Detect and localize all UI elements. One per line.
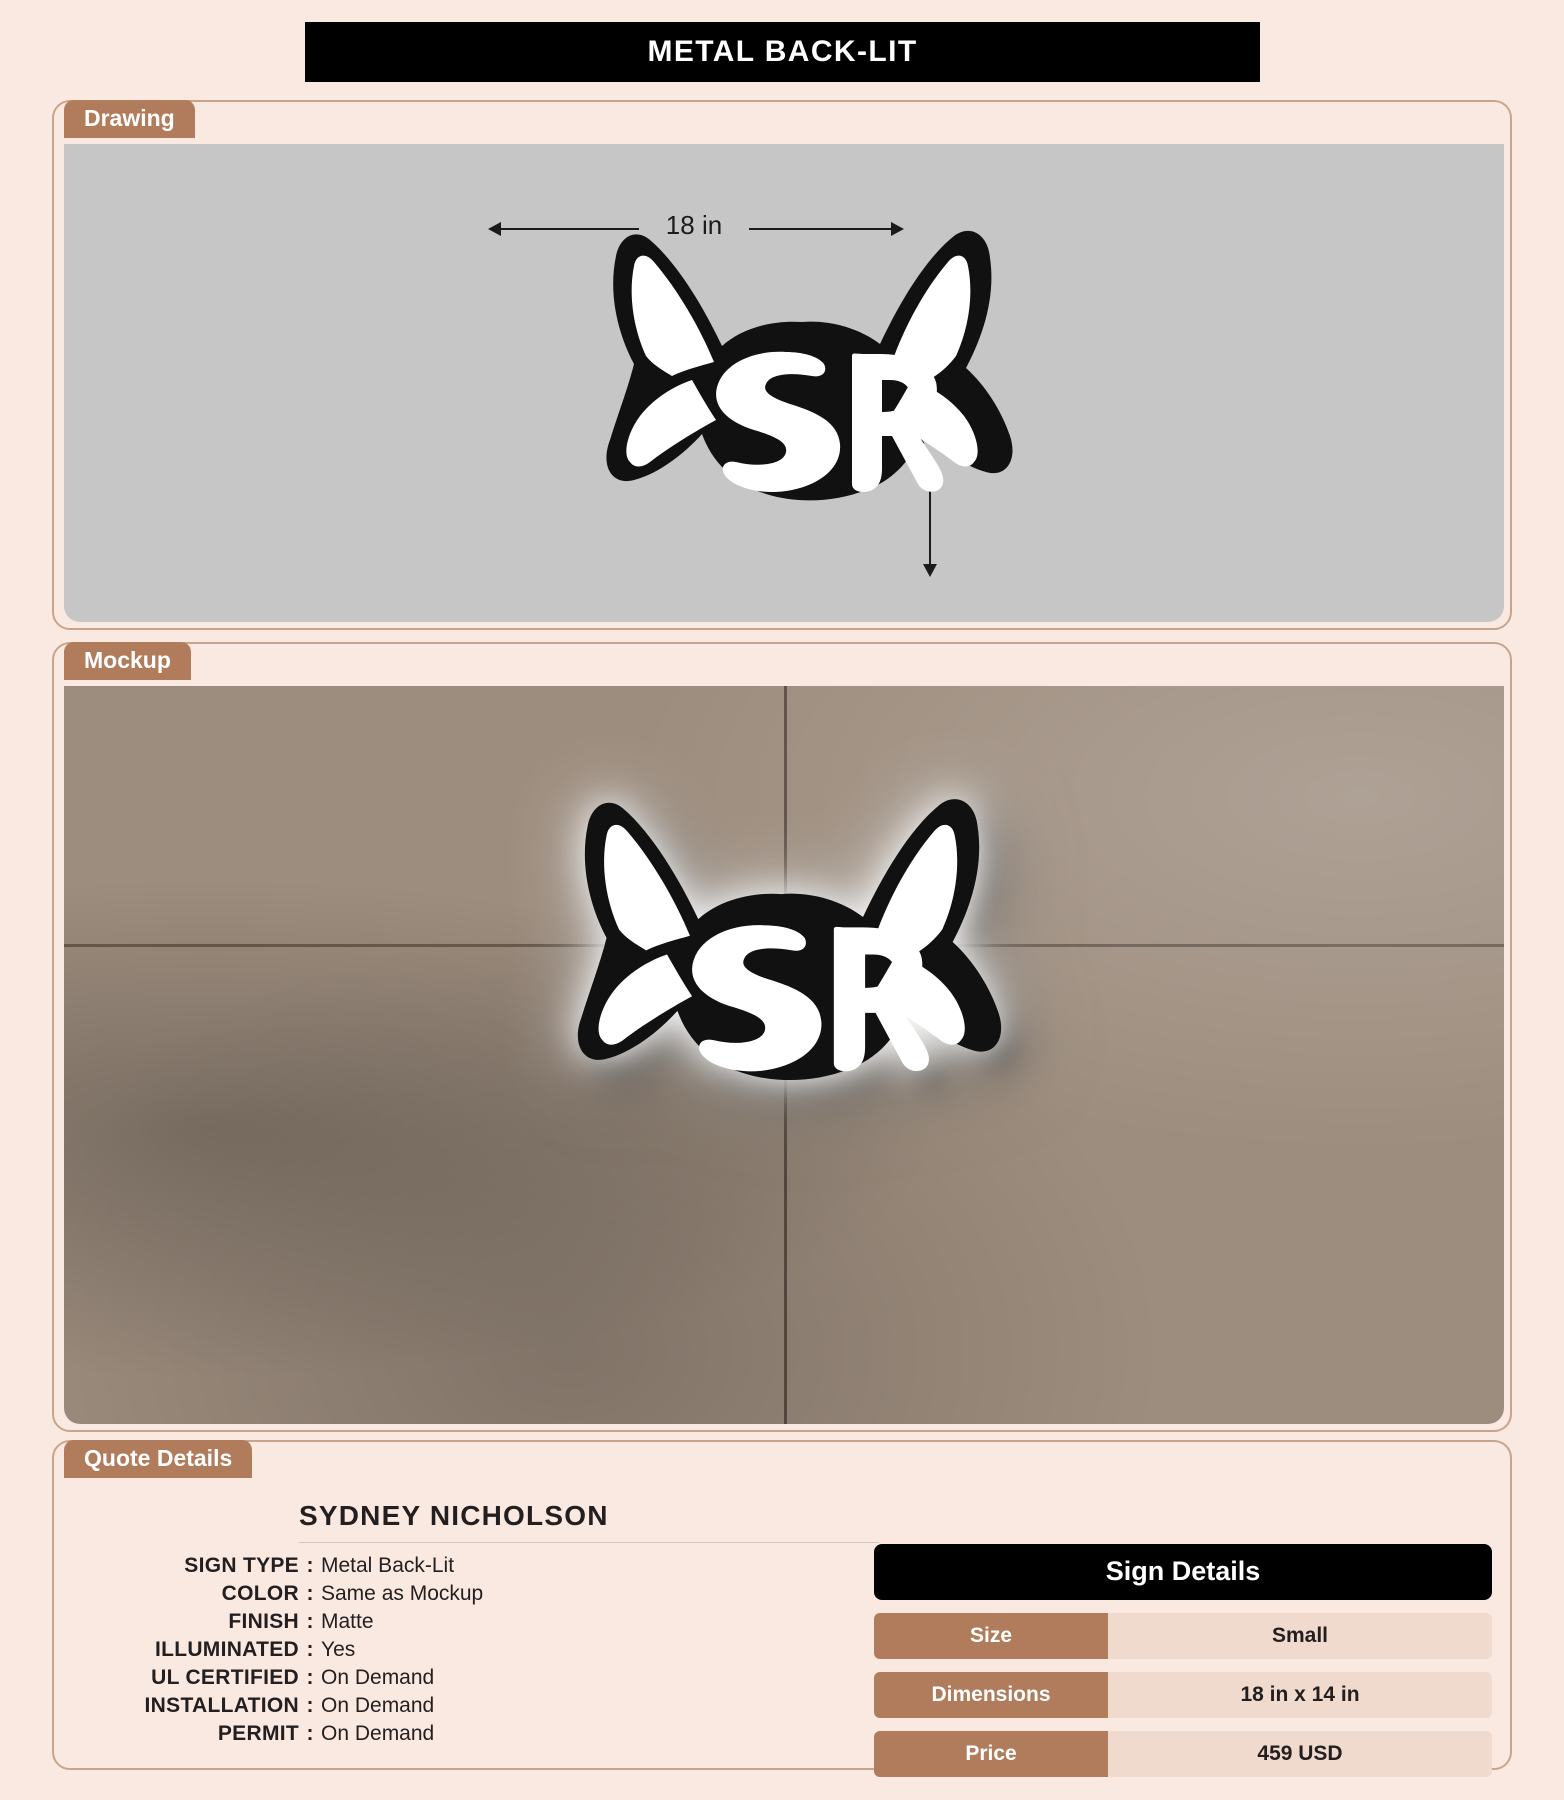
- spec-value: Same as Mockup: [321, 1582, 484, 1605]
- spec-key: SIGN TYPE: [184, 1554, 299, 1577]
- quote-details-tab-label: Quote Details: [64, 1440, 252, 1478]
- spec-key: COLOR: [221, 1582, 299, 1605]
- sign-details-value: Small: [1108, 1613, 1492, 1659]
- spec-key: PERMIT: [217, 1722, 299, 1745]
- sign-details-value: 459 USD: [1108, 1731, 1492, 1777]
- table-row: [874, 1613, 1492, 1659]
- table-row: [874, 1672, 1492, 1718]
- spec-separator: :: [306, 1666, 314, 1689]
- sr-logo-mockup: [544, 766, 1034, 1166]
- spec-row: [124, 1582, 824, 1610]
- spec-value: Metal Back-Lit: [321, 1554, 455, 1577]
- sign-details-label: Price: [874, 1731, 1108, 1777]
- spec-row: [124, 1694, 824, 1722]
- sign-details-title: Sign Details: [874, 1544, 1492, 1600]
- drawing-panel: [52, 100, 1512, 630]
- spec-separator: :: [306, 1722, 314, 1745]
- spec-row: [124, 1610, 824, 1638]
- sign-details-value: 18 in x 14 in: [1108, 1672, 1492, 1718]
- quote-details-panel: [52, 1440, 1512, 1770]
- spec-separator: :: [306, 1694, 314, 1717]
- spec-row: [124, 1638, 824, 1666]
- mockup-image: [64, 686, 1504, 1424]
- spec-value: On Demand: [321, 1722, 435, 1745]
- drawing-tab-label: Drawing: [64, 100, 195, 138]
- spec-row: [124, 1666, 824, 1694]
- table-row: [874, 1731, 1492, 1777]
- mockup-panel: [52, 642, 1512, 1432]
- spec-list: [124, 1554, 824, 1750]
- spec-separator: :: [306, 1638, 314, 1661]
- sr-logo-drawing: [574, 216, 1044, 566]
- width-arrow-left-icon: [488, 222, 501, 236]
- spec-separator: :: [306, 1582, 314, 1605]
- spec-separator: :: [306, 1610, 314, 1633]
- drawing-canvas: [64, 144, 1504, 622]
- sign-details-table: [874, 1544, 1492, 1777]
- spec-row: [124, 1722, 824, 1750]
- customer-name: SYDNEY NICHOLSON: [299, 1500, 609, 1531]
- spec-key: UL CERTIFIED: [151, 1666, 299, 1689]
- spec-separator: :: [306, 1554, 314, 1577]
- spec-value: On Demand: [321, 1666, 435, 1689]
- spec-key: INSTALLATION: [144, 1694, 299, 1717]
- page-title: METAL BACK-LIT: [305, 22, 1260, 82]
- spec-key: ILLUMINATED: [154, 1638, 299, 1661]
- spec-row: [124, 1554, 824, 1582]
- sign-details-label: Dimensions: [874, 1672, 1108, 1718]
- sign-details-label: Size: [874, 1613, 1108, 1659]
- spec-value: Matte: [321, 1610, 374, 1633]
- spec-value: On Demand: [321, 1694, 435, 1717]
- customer-name-divider: [299, 1542, 879, 1543]
- mockup-tab-label: Mockup: [64, 642, 191, 680]
- spec-value: Yes: [321, 1638, 356, 1661]
- width-dimension-label: 18 in: [639, 210, 749, 241]
- spec-key: FINISH: [228, 1610, 299, 1633]
